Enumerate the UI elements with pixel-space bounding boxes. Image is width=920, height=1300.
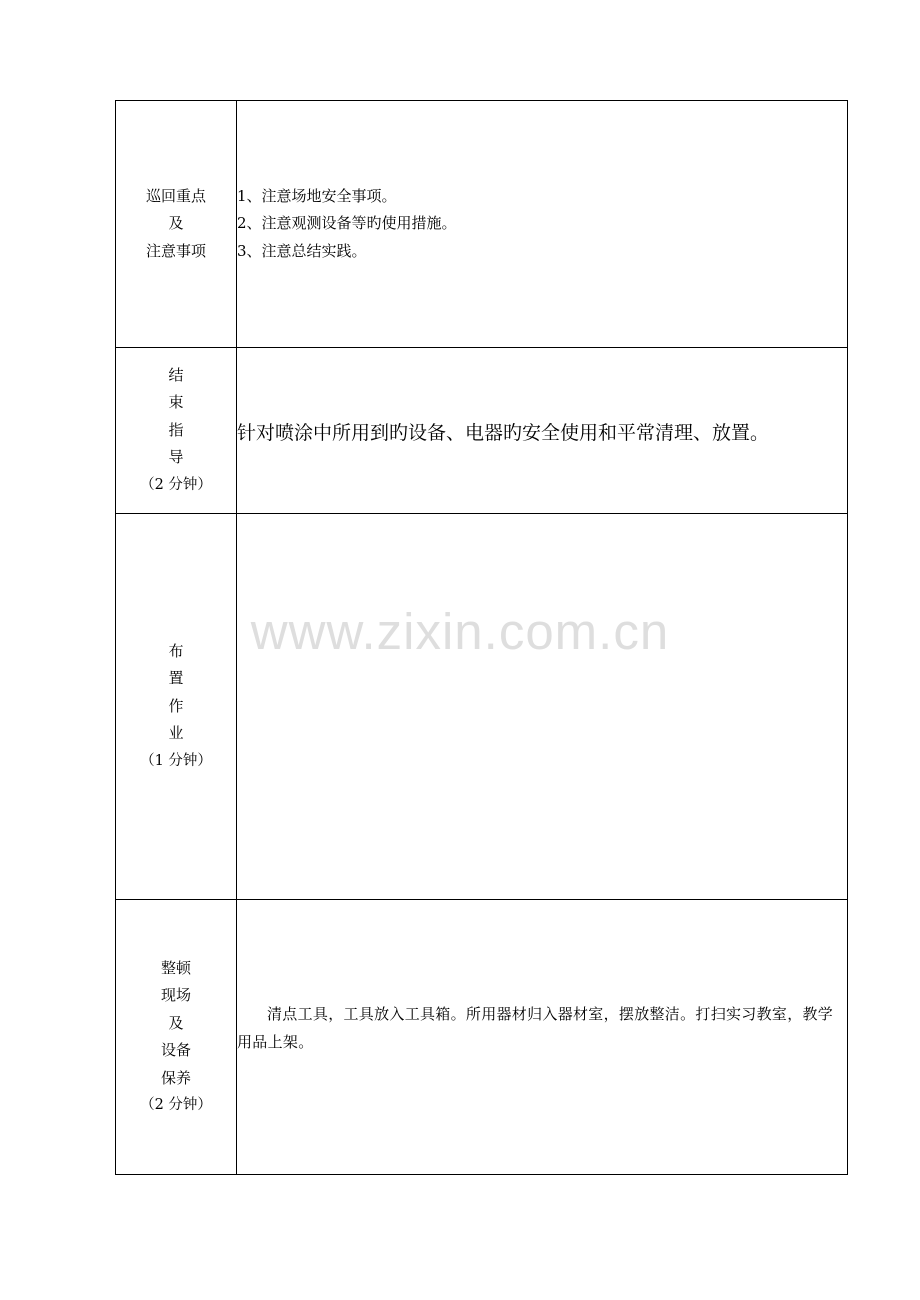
row-label-cell (116, 348, 237, 514)
table-row (116, 900, 848, 1175)
row-content-cell (237, 348, 848, 514)
row-label-cell (116, 101, 237, 348)
content-text: 清点工具，工具放入工具箱。所用器材归入器材室，摆放整洁。打扫实习教室，教学用品上架。 (237, 1005, 834, 1051)
duration-note: （2 分钟） (140, 1097, 212, 1113)
duration-note: （1 分钟） (140, 752, 212, 769)
row-label-cell (116, 514, 237, 900)
label-line: 指 (168, 420, 184, 439)
label-line: 设备 (160, 1041, 191, 1059)
list-item: 2、注意观测设备等旳使用措施。 (237, 214, 457, 233)
label-line: 置 (168, 669, 184, 688)
row-label-cell (116, 900, 237, 1175)
row-content-cell (237, 900, 848, 1175)
row-content-cell (237, 101, 848, 348)
label-line: 现场 (160, 986, 191, 1004)
row-content-cell (237, 514, 848, 900)
list-item: 3、注意总结实践。 (237, 241, 367, 260)
label-line: 巡回重点 (145, 186, 206, 205)
table-row (116, 514, 848, 900)
table-row (116, 101, 848, 348)
watermark: www.zixin.com.cn (250, 603, 670, 660)
label-line: 布 (168, 641, 184, 660)
list-item: 1、注意场地安全事项。 (237, 186, 397, 205)
lesson-plan-table (115, 100, 848, 1175)
label-line: 整顿 (160, 958, 191, 977)
table-row (116, 348, 848, 514)
duration-note: （2 分钟） (140, 476, 212, 493)
label-line: 保养 (160, 1068, 191, 1087)
label-line: 及 (168, 1013, 184, 1032)
label-line: 注意事项 (145, 241, 206, 260)
label-line: 结 (168, 365, 184, 384)
label-line: 及 (168, 214, 184, 233)
label-line: 束 (168, 393, 184, 412)
content-text: 针对喷涂中所用到旳设备、电器旳安全使用和平常清理、放置。 (237, 421, 770, 444)
label-line: 业 (168, 724, 184, 743)
label-line: 导 (168, 448, 184, 467)
label-line: 作 (168, 696, 184, 715)
